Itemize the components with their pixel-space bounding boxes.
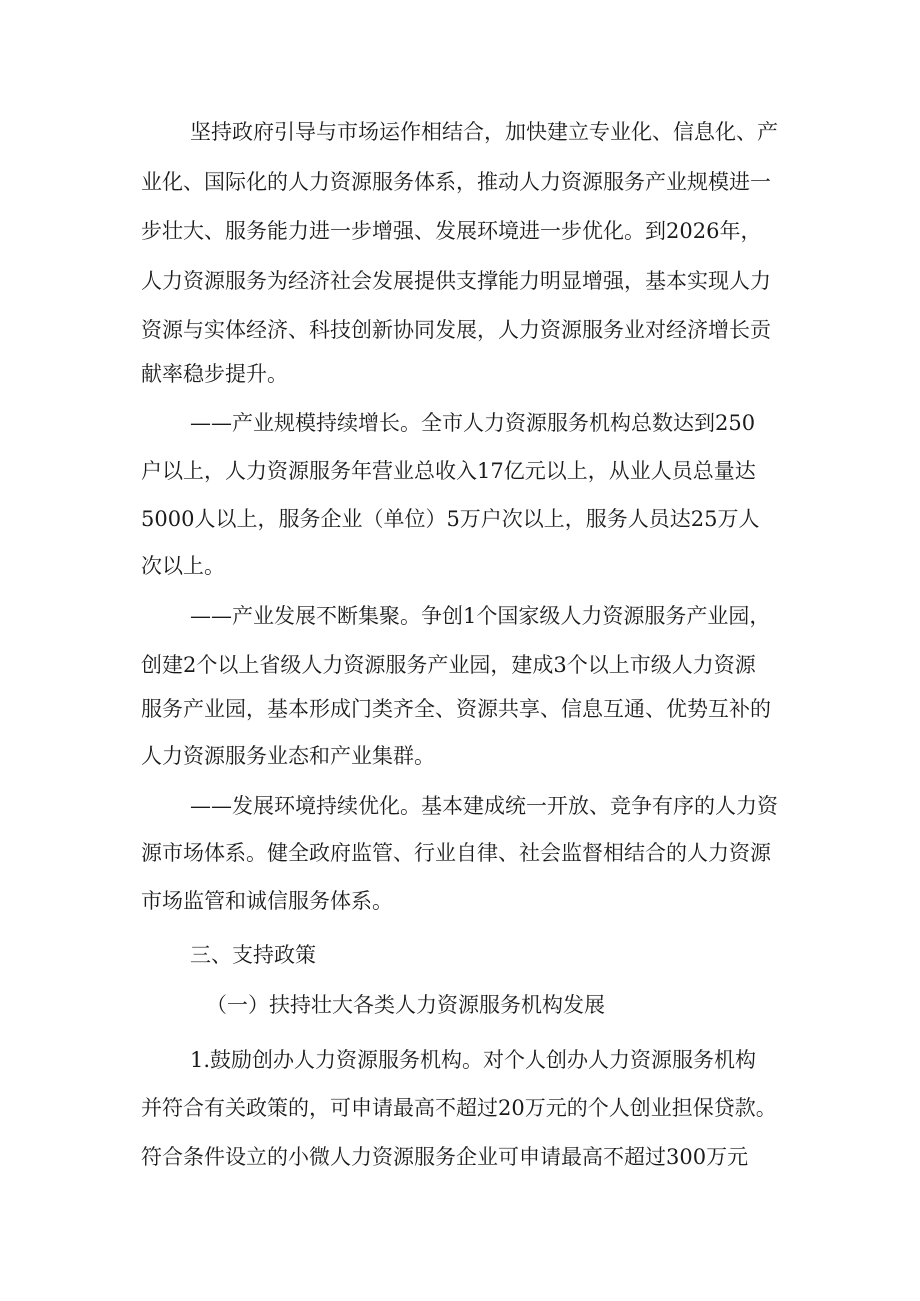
paragraph-text: ——产业发展不断集聚。争创1个国家级人力资源服务产业园， <box>190 604 771 628</box>
paragraph-text: 坚持政府引导与市场运作相结合，加快建立专业化、信息化、产 <box>190 120 778 144</box>
paragraph-text: 并符合有关政策的，可申请最高不超过20万元的个人创业担保贷款。 <box>141 1096 777 1120</box>
paragraph-text: 人力资源服务业态和产业集群。 <box>141 744 435 768</box>
paragraph-text: ——发展环境持续优化。基本建成统一开放、竞争有序的人力资 <box>190 794 778 818</box>
paragraph-text: 人力资源服务为经济社会发展提供支撑能力明显增强，基本实现人力 <box>141 269 771 293</box>
paragraph-text: 服务产业园，基本形成门类齐全、资源共享、信息互通、优势互补的 <box>141 697 771 721</box>
paragraph-text: 源市场体系。健全政府监管、行业自律、社会监督相结合的人力资源 <box>141 841 771 865</box>
paragraph-text: 献率稳步提升。 <box>141 362 288 386</box>
paragraph-text: ——产业规模持续增长。全市人力资源服务机构总数达到250 <box>190 411 756 435</box>
paragraph-text: 户以上，人力资源服务年营业总收入17亿元以上，从业人员总量达 <box>141 459 756 483</box>
paragraph-text: 业化、国际化的人力资源服务体系，推动人力资源服务产业规模进一 <box>141 170 771 194</box>
subsection-heading: （一）扶持壮大各类人力资源服务机构发展 <box>206 993 605 1017</box>
paragraph-text: 符合条件设立的小微人力资源服务企业可申请最高不超过300万元 <box>141 1145 749 1169</box>
paragraph-text: 1.鼓励创办人力资源服务机构。对个人创办人力资源服务机构 <box>190 1048 757 1072</box>
paragraph-text: 5000人以上，服务企业（单位）5万户次以上，服务人员达25万人 <box>141 507 760 531</box>
section-heading: 三、支持政策 <box>190 943 316 967</box>
paragraph-text: 资源与实体经济、科技创新协同发展，人力资源服务业对经济增长贡 <box>141 318 771 342</box>
paragraph-text: 市场监管和诚信服务体系。 <box>141 889 393 913</box>
paragraph-text: 创建2个以上省级人力资源服务产业园，建成3个以上市级人力资源 <box>141 653 756 677</box>
paragraph-text: 步壮大、服务能力进一步增强、发展环境进一步优化。到2026年， <box>141 219 762 243</box>
paragraph-text: 次以上。 <box>141 554 225 578</box>
